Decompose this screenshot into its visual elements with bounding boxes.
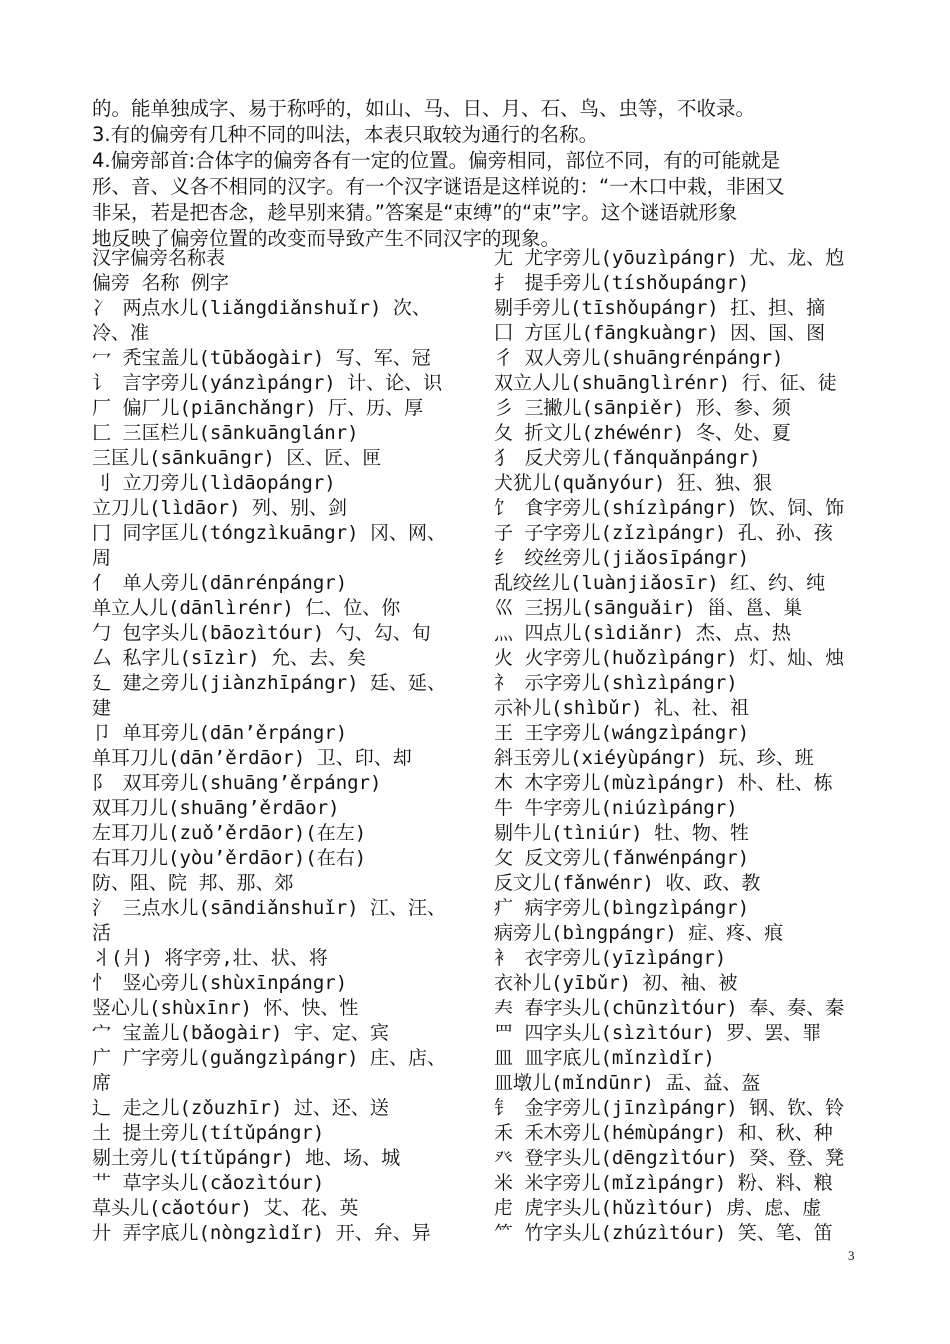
radical-entry-line: 单耳刀儿(dān’ěrdāor) 卫、印、却 <box>92 747 412 769</box>
radical-entry-line: 彡 三撇儿(sānpiěr) 形、参、须 <box>494 397 791 419</box>
radical-entry-line: 火 火字旁儿(huǒzìpángr) 灯、灿、烛 <box>494 647 845 669</box>
radical-entry-line: 剔牛儿(tìniúr) 牡、物、牲 <box>494 822 749 844</box>
radical-entry-line: 剔手旁儿(tīshǒupángr) 扛、担、摘 <box>494 297 826 319</box>
radical-entry-line: 扌 提手旁儿(tíshǒupángr) <box>494 272 750 294</box>
radical-entry-line: 立刀儿(lìdāor) 列、别、剑 <box>92 497 347 519</box>
radical-entry-line: 单立人儿(dānlìrénr) 仁、位、你 <box>92 597 401 619</box>
radical-entry-line: 皿 皿字底儿(mǐnzìdǐr) <box>494 1047 715 1069</box>
radical-entry-line: 偏旁 名称 例字 <box>92 272 229 294</box>
radical-entry-line: 犭 反犬旁儿(fǎnquǎnpángr) <box>494 447 761 469</box>
radical-entry-line: 讠 言字旁儿(yánzìpángr) 计、论、识 <box>92 372 443 394</box>
radical-entry-line: 示补儿(shìbǔr) 礼、社、祖 <box>494 697 749 719</box>
radical-entry-line: 乱绞丝儿(luànjiǎosīr) 红、约、纯 <box>494 572 826 594</box>
radical-entry-line: 木 木字旁儿(mùzìpángr) 朴、杜、栋 <box>494 772 833 794</box>
radical-entry-line: 宀 宝盖儿(bǎogàir) 宇、定、宾 <box>92 1022 389 1044</box>
intro-paragraph <box>92 96 864 252</box>
intro-line: 4.偏旁部首:合体字的偏旁各有一定的位置。偏旁相同，部位不同，有的可能就是 <box>92 149 781 172</box>
radical-entry-line: 米 米字旁儿(mǐzìpángr) 粉、料、粮 <box>494 1172 833 1194</box>
radical-entry-line: 辶 走之儿(zǒuzhīr) 过、还、送 <box>92 1097 389 1119</box>
intro-line: 3.有的偏旁有几种不同的叫法，本表只取较为通行的名称。 <box>92 123 599 146</box>
radical-entry-line: 亻 单人旁儿(dānrénpángr) <box>92 572 348 594</box>
radical-entry-line: 冷、准 <box>92 322 150 344</box>
radical-entry-line: ⺮ 竹字头儿(zhúzìtóur) 笑、笔、笛 <box>494 1222 833 1244</box>
radical-entry-line: 攵 反文旁儿(fǎnwénpángr) <box>494 847 750 869</box>
radical-entry-line: 建 <box>92 697 112 719</box>
radical-entry-line: 疒 病字旁儿(bìngzìpángr) <box>494 897 750 919</box>
intro-line: 形、音、义各不相同的汉字。有一个汉字谜语是这样说的：“一木口中栽，非困又 <box>92 175 785 198</box>
radical-entry-line: 廴 建之旁儿(jiànzhīpángr) 廷、延、 <box>92 672 447 694</box>
radical-entry-line: 汉字偏旁名称表 <box>92 247 226 269</box>
intro-line: 地反映了偏旁位置的改变而导致产生不同汉字的现象。 <box>92 227 561 250</box>
radical-entry-line: 三匡儿(sānkuāngr) 区、匠、匣 <box>92 447 382 469</box>
radical-table-right-column <box>494 246 866 1246</box>
intro-line: 非呆，若是把杏念，趁早别来猜。”答案是“束缚”的“束”字。这个谜语就形象 <box>92 201 738 224</box>
radical-entry-line: 犬犹儿(quǎnyóur) 狂、独、狠 <box>494 472 772 494</box>
radical-entry-line: 子 子字旁儿(zǐzìpángr) 孔、孙、孩 <box>494 522 833 544</box>
radical-entry-line: 纟 绞丝旁儿(jiǎosīpángr) <box>494 547 750 569</box>
radical-entry-line: 氵 三点水儿(sāndiǎnshuǐr) 江、汪、 <box>92 897 447 919</box>
radical-entry-line: 病旁儿(bìngpángr) 症、疼、痕 <box>494 922 784 944</box>
intro-line: 的。能单独成字、易于称呼的，如山、马、日、月、石、鸟、虫等，不收录。 <box>92 97 756 120</box>
radical-entry-line: 𡗗 春字头儿(chūnzìtóur) 奉、奏、秦 <box>494 997 845 1019</box>
radical-entry-line: 灬 四点儿(sìdiǎnr) 杰、点、热 <box>494 622 791 644</box>
radical-table-left-column <box>92 246 464 1246</box>
radical-entry-line: 剔土旁儿(títǔpángr) 地、场、城 <box>92 1147 401 1169</box>
radical-entry-line: 广 广字旁儿(guǎngzìpángr) 庄、店、 <box>92 1047 447 1069</box>
radical-entry-line: 囗 方匡儿(fāngkuàngr) 因、国、图 <box>494 322 826 344</box>
radical-entry-line: 虍 虎字头儿(hǔzìtóur) 虏、虑、虚 <box>494 1197 822 1219</box>
radical-entry-line: 匚 三匡栏儿(sānkuānglánr) <box>92 422 359 444</box>
radical-entry-line: 草头儿(cǎotóur) 艾、花、英 <box>92 1197 359 1219</box>
radical-entry-line: 皿墩儿(mǐndūnr) 盂、益、盔 <box>494 1072 761 1094</box>
radical-entry-line: 刂 立刀旁儿(lìdāopángr) <box>92 472 336 494</box>
radical-entry-line: 忄 竖心旁儿(shùxīnpángr) <box>92 972 348 994</box>
radical-entry-line: 饣 食字旁儿(shízìpángr) 饮、饲、饰 <box>494 497 845 519</box>
radical-entry-line: 礻 示字旁儿(shìzìpángr) <box>494 672 738 694</box>
radical-entry-line: 冫 两点水儿(liǎngdiǎnshuǐr) 次、 <box>92 297 431 319</box>
radical-entry-line: 斜玉旁儿(xiéyùpángr) 玩、珍、班 <box>494 747 814 769</box>
radical-entry-line: 反文儿(fǎnwénr) 收、政、教 <box>494 872 761 894</box>
radical-entry-line: 廾 弄字底儿(nòngzìdǐr) 开、弁、异 <box>92 1222 431 1244</box>
radical-entry-line: 彳 双人旁儿(shuāngrénpángr) <box>494 347 784 369</box>
radical-entry-line: 王 王字旁儿(wángzìpángr) <box>494 722 750 744</box>
radical-entry-line: 巛 三拐儿(sānguǎir) 甾、邕、巢 <box>494 597 803 619</box>
radical-entry-line: 竖心儿(shùxīnr) 怀、快、性 <box>92 997 359 1019</box>
radical-entry-line: 钅 金字旁儿(jīnzìpángr) 钢、钦、铃 <box>494 1097 845 1119</box>
radical-entry-line: 防、阻、院 邦、那、郊 <box>92 872 294 894</box>
radical-entry-line: 禾 禾木旁儿(hémùpángr) 和、秋、种 <box>494 1122 833 1144</box>
radical-entry-line: 尢 尤字旁儿(yōuzìpángr) 尤、龙、尥 <box>494 247 845 269</box>
radical-entry-line: 左耳刀儿(zuǒ’ěrdāor)(在左) <box>92 822 367 844</box>
radical-entry-line: 艹 草字头儿(cǎozìtóur) <box>92 1172 325 1194</box>
radical-entry-line: 卩 单耳旁儿(dān’ěrpángr) <box>92 722 348 744</box>
page-number: 3 <box>848 1248 855 1263</box>
radical-entry-line: 丬(爿) 将字旁,壮、状、将 <box>92 947 328 969</box>
radical-entry-line: 双耳刀儿(shuāng’ěrdāor) <box>92 797 340 819</box>
radical-entry-line: 勹 包字头儿(bāozìtóur) 勺、勾、旬 <box>92 622 431 644</box>
radical-entry-line: 双立人儿(shuānglìrénr) 行、征、徒 <box>494 372 837 394</box>
radical-entry-line: 衤 衣字旁儿(yīzìpángr) <box>494 947 727 969</box>
radical-entry-line: 土 提土旁儿(títǔpángr) <box>92 1122 325 1144</box>
radical-entry-line: 席 <box>92 1072 112 1094</box>
radical-entry-line: 牛 牛字旁儿(niúzìpángr) <box>494 797 738 819</box>
radical-entry-line: 冂 同字匡儿(tóngzìkuāngr) 冈、网、 <box>92 522 447 544</box>
radical-entry-line: 癶 登字头儿(dēngzìtóur) 癸、登、凳 <box>494 1147 845 1169</box>
radical-entry-line: 阝 双耳旁儿(shuāng’ěrpángr) <box>92 772 382 794</box>
radical-entry-line: 衣补儿(yībǔr) 初、袖、被 <box>494 972 738 994</box>
radical-entry-line: 厶 私字儿(sīzìr) 允、去、矣 <box>92 647 366 669</box>
radical-entry-line: 罒 四字头儿(sìzìtóur) 罗、罢、罪 <box>494 1022 822 1044</box>
radical-entry-line: 厂 偏厂儿(piānchǎngr) 厅、历、厚 <box>92 397 424 419</box>
radical-entry-line: 周 <box>92 547 112 569</box>
radical-entry-line: 夂 折文儿(zhéwénr) 冬、处、夏 <box>494 422 791 444</box>
radical-entry-line: 右耳刀儿(yòu’ěrdāor)(在右) <box>92 847 367 869</box>
radical-entry-line: 冖 秃宝盖儿(tūbǎogàir) 写、军、冠 <box>92 347 431 369</box>
radical-entry-line: 活 <box>92 922 112 944</box>
